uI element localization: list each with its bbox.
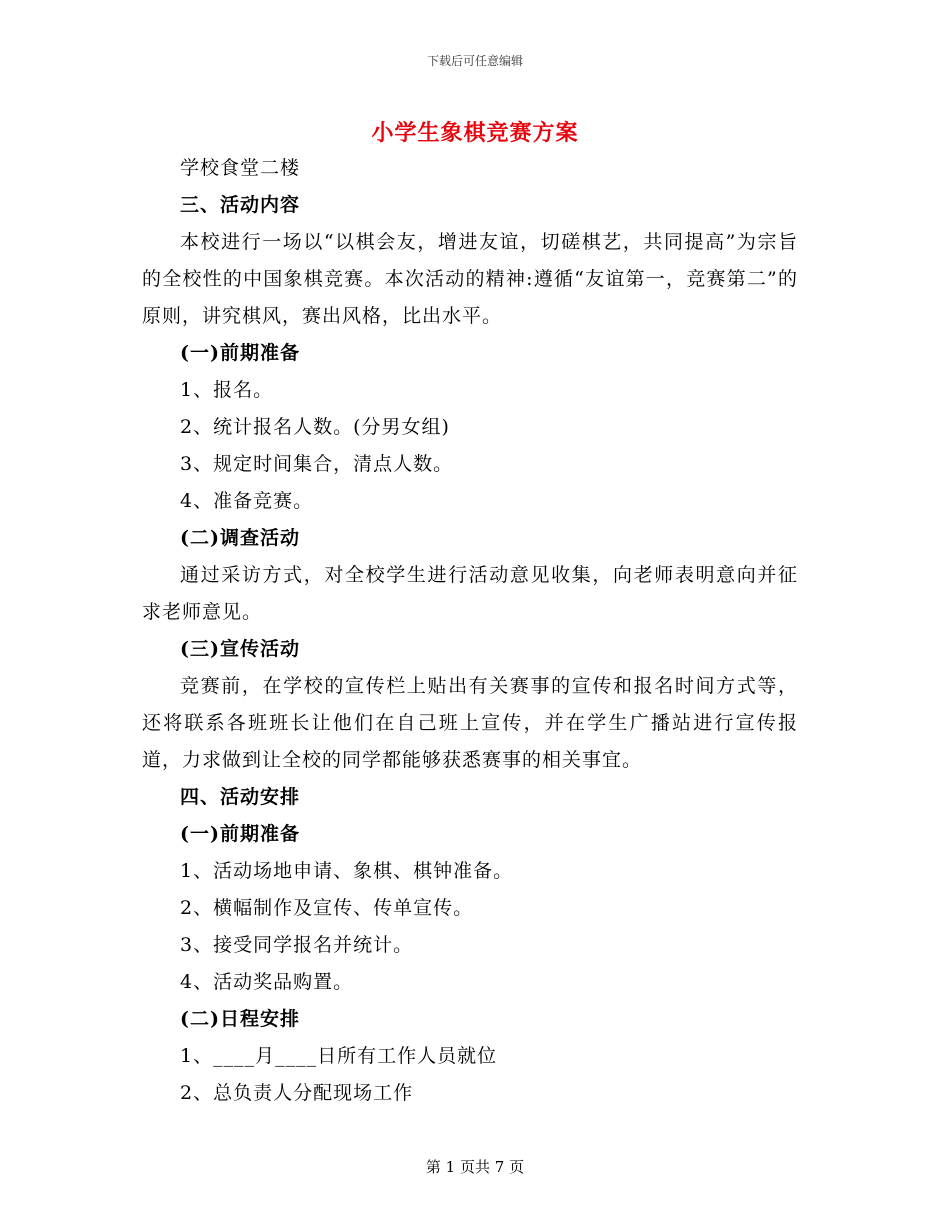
body-paragraph: 通过采访方式，对全校学生进行活动意见收集，向老师表明意向并征求老师意见。 <box>142 564 798 623</box>
list-item: 2、横幅制作及宣传、传单宣传。 <box>180 897 474 919</box>
page-number-footer: 第 1 页共 7 页 <box>425 1158 525 1176</box>
section-heading: 三、活动内容 <box>180 194 301 216</box>
document-body <box>142 150 798 1112</box>
section-heading: 四、活动安排 <box>180 786 301 808</box>
list-item: 2、统计报名人数。(分男女组) <box>180 416 450 438</box>
subsection-heading: (一)前期准备 <box>180 342 300 364</box>
list-item: 3、规定时间集合，清点人数。 <box>180 453 454 475</box>
subsection-heading: (二)日程安排 <box>180 1008 300 1030</box>
list-item: 1、活动场地申请、象棋、棋钟准备。 <box>180 860 514 882</box>
list-item: 1、报名。 <box>180 379 274 401</box>
list-item: 2、总负责人分配现场工作 <box>180 1082 414 1104</box>
body-paragraph: 竞赛前，在学校的宣传栏上贴出有关赛事的宣传和报名时间方式等，还将联系各班班长让他们在自己班上宣传，并在学生广播站进行宣传报道，力求做到让全校的同学都能够获悉赛事的相关事宜。 <box>142 675 798 771</box>
list-item: 4、准备竞赛。 <box>180 490 314 512</box>
subsection-heading: (一)前期准备 <box>180 823 300 845</box>
subsection-heading: (二)调查活动 <box>180 527 300 549</box>
header-note: 下载后可任意编辑 <box>426 54 523 68</box>
document-title: 小学生象棋竞赛方案 <box>371 120 579 146</box>
list-item: 3、接受同学报名并统计。 <box>180 934 414 956</box>
list-item: 1、____月____日所有工作人员就位 <box>180 1045 498 1067</box>
list-item: 4、活动奖品购置。 <box>180 971 354 993</box>
body-paragraph: 本校进行一场以“以棋会友，增进友谊，切磋棋艺，共同提高”为宗旨的全校性的中国象棋竞赛。本次活动的精神:遵循“友谊第一，竞赛第二”的原则，讲究棋风，赛出风格，比出水平。 <box>142 231 798 327</box>
subsection-heading: (三)宣传活动 <box>180 638 300 660</box>
body-paragraph: 学校食堂二楼 <box>180 157 301 179</box>
